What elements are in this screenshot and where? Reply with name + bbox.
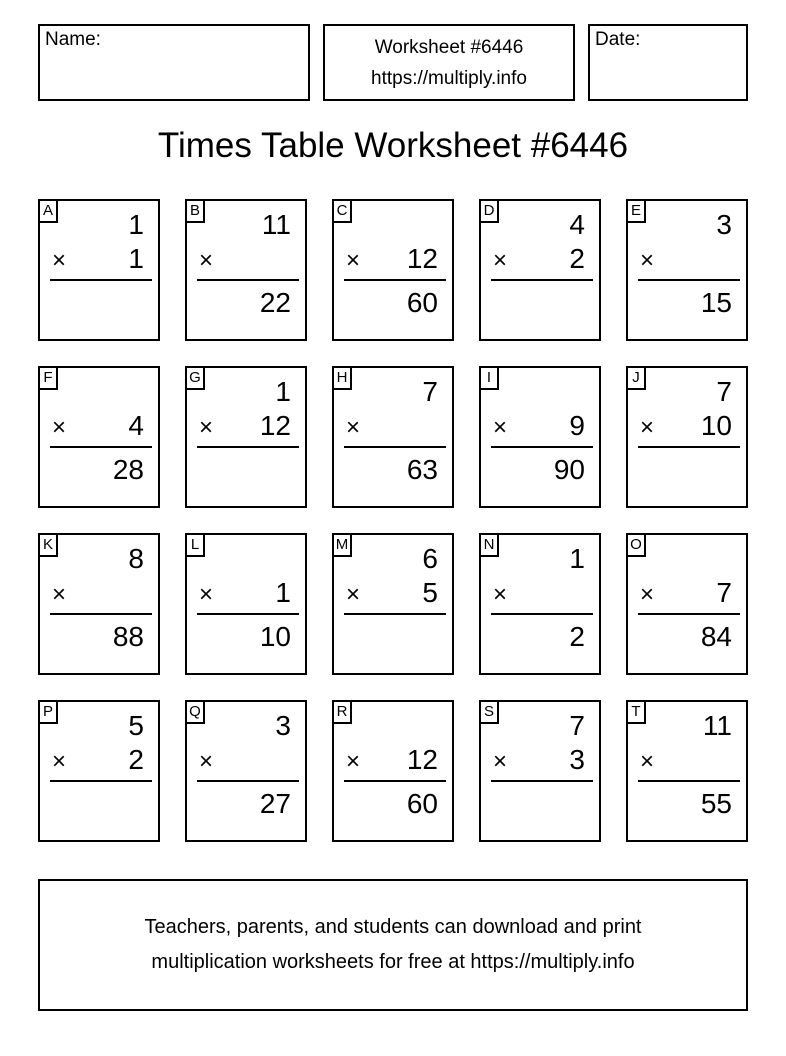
answer-line	[197, 780, 299, 782]
answer-line	[50, 279, 152, 281]
multiplicand: 1	[128, 209, 144, 240]
date-field-box	[588, 24, 748, 101]
problem-card	[185, 199, 307, 341]
product: 88	[112, 621, 144, 652]
multiplicand: 8	[128, 543, 144, 574]
problem-letter: G	[185, 366, 205, 390]
multiplicand: 4	[569, 209, 585, 240]
multiplier: 2	[569, 243, 585, 274]
problem-card	[626, 533, 748, 675]
footer-line-1: Teachers, parents, and students can download and print	[144, 916, 642, 938]
problem-card	[479, 533, 601, 675]
times-sign: ×	[346, 247, 361, 274]
problem-letter: T	[626, 700, 646, 724]
problem-card	[479, 366, 601, 508]
worksheet-url: https://multiply.info	[371, 67, 527, 89]
multiplier: 12	[406, 243, 438, 274]
problem-letter: O	[626, 533, 646, 557]
problem-card	[479, 700, 601, 842]
problem-card	[38, 533, 160, 675]
times-sign: ×	[493, 247, 508, 274]
answer-line	[491, 446, 593, 448]
footer-box	[38, 879, 748, 1011]
product: 28	[112, 454, 144, 485]
times-sign: ×	[493, 581, 508, 608]
date-label: Date:	[595, 29, 641, 50]
answer-line	[638, 446, 740, 448]
answer-line	[50, 780, 152, 782]
times-sign: ×	[640, 414, 655, 441]
problem-letter: D	[479, 199, 499, 223]
multiplier: 10	[700, 410, 732, 441]
page-title: Times Table Worksheet #6446	[157, 126, 629, 165]
problem-letter: I	[479, 366, 499, 390]
product: 10	[259, 621, 291, 652]
product: 60	[406, 788, 438, 819]
answer-line	[638, 780, 740, 782]
multiplicand: 7	[422, 376, 438, 407]
product: 15	[700, 287, 732, 318]
problem-card	[332, 366, 454, 508]
answer-line	[197, 279, 299, 281]
problem-letter: S	[479, 700, 499, 724]
times-sign: ×	[52, 414, 67, 441]
times-sign: ×	[346, 581, 361, 608]
answer-line	[638, 279, 740, 281]
answer-line	[638, 613, 740, 615]
multiplicand: 3	[275, 710, 291, 741]
multiplier: 1	[275, 577, 291, 608]
times-sign: ×	[199, 748, 214, 775]
problem-letter: M	[332, 533, 352, 557]
answer-line	[344, 780, 446, 782]
times-sign: ×	[493, 414, 508, 441]
problem-letter: H	[332, 366, 352, 390]
answer-line	[344, 446, 446, 448]
problem-letter: C	[332, 199, 352, 223]
product: 55	[700, 788, 732, 819]
times-sign: ×	[640, 581, 655, 608]
problem-letter: F	[38, 366, 58, 390]
multiplier: 2	[128, 744, 144, 775]
product: 60	[406, 287, 438, 318]
answer-line	[491, 279, 593, 281]
answer-line	[197, 613, 299, 615]
answer-line	[491, 780, 593, 782]
problem-card	[332, 199, 454, 341]
worksheet-info-box	[323, 24, 575, 101]
problem-letter: J	[626, 366, 646, 390]
product: 27	[259, 788, 291, 819]
problem-letter: R	[332, 700, 352, 724]
answer-line	[50, 613, 152, 615]
times-sign: ×	[493, 748, 508, 775]
multiplier: 1	[128, 243, 144, 274]
problem-card	[626, 700, 748, 842]
problem-card	[185, 700, 307, 842]
times-sign: ×	[346, 748, 361, 775]
problem-letter: L	[185, 533, 205, 557]
multiplicand: 5	[128, 710, 144, 741]
multiplier: 12	[259, 410, 291, 441]
problem-card	[332, 533, 454, 675]
problem-letter: P	[38, 700, 58, 724]
problem-letter: K	[38, 533, 58, 557]
problem-card	[626, 199, 748, 341]
times-sign: ×	[640, 748, 655, 775]
multiplier: 4	[128, 410, 144, 441]
multiplier: 7	[716, 577, 732, 608]
multiplier: 5	[422, 577, 438, 608]
problem-card	[479, 199, 601, 341]
times-sign: ×	[52, 748, 67, 775]
problem-card	[38, 366, 160, 508]
multiplier: 9	[569, 410, 585, 441]
answer-line	[344, 613, 446, 615]
multiplicand: 1	[569, 543, 585, 574]
answer-line	[344, 279, 446, 281]
worksheet-number: Worksheet #6446	[374, 36, 524, 58]
product: 84	[700, 621, 732, 652]
name-field-box	[38, 24, 310, 101]
multiplicand: 6	[422, 543, 438, 574]
problem-card	[626, 366, 748, 508]
multiplicand: 11	[261, 209, 291, 240]
times-sign: ×	[199, 414, 214, 441]
times-sign: ×	[52, 581, 67, 608]
name-label: Name:	[45, 29, 101, 50]
product: 63	[406, 454, 438, 485]
times-sign: ×	[199, 247, 214, 274]
answer-line	[491, 613, 593, 615]
footer-line-2: multiplication worksheets for free at https://multiply.info	[151, 951, 635, 973]
times-sign: ×	[346, 414, 361, 441]
product: 22	[259, 287, 291, 318]
multiplicand: 11	[702, 710, 732, 741]
times-sign: ×	[640, 247, 655, 274]
answer-line	[197, 446, 299, 448]
problem-letter: A	[38, 199, 58, 223]
problem-letter: Q	[185, 700, 205, 724]
multiplicand: 1	[275, 376, 291, 407]
times-sign: ×	[199, 581, 214, 608]
problem-letter: N	[479, 533, 499, 557]
multiplicand: 7	[569, 710, 585, 741]
product: 2	[569, 621, 585, 652]
problem-card	[185, 366, 307, 508]
problem-letter: E	[626, 199, 646, 223]
problem-card	[38, 700, 160, 842]
multiplicand: 7	[716, 376, 732, 407]
problem-letter: B	[185, 199, 205, 223]
problem-card	[332, 700, 454, 842]
problem-card	[185, 533, 307, 675]
answer-line	[50, 446, 152, 448]
times-sign: ×	[52, 247, 67, 274]
product: 90	[553, 454, 585, 485]
multiplicand: 3	[716, 209, 732, 240]
multiplier: 3	[569, 744, 585, 775]
multiplier: 12	[406, 744, 438, 775]
problem-card	[38, 199, 160, 341]
